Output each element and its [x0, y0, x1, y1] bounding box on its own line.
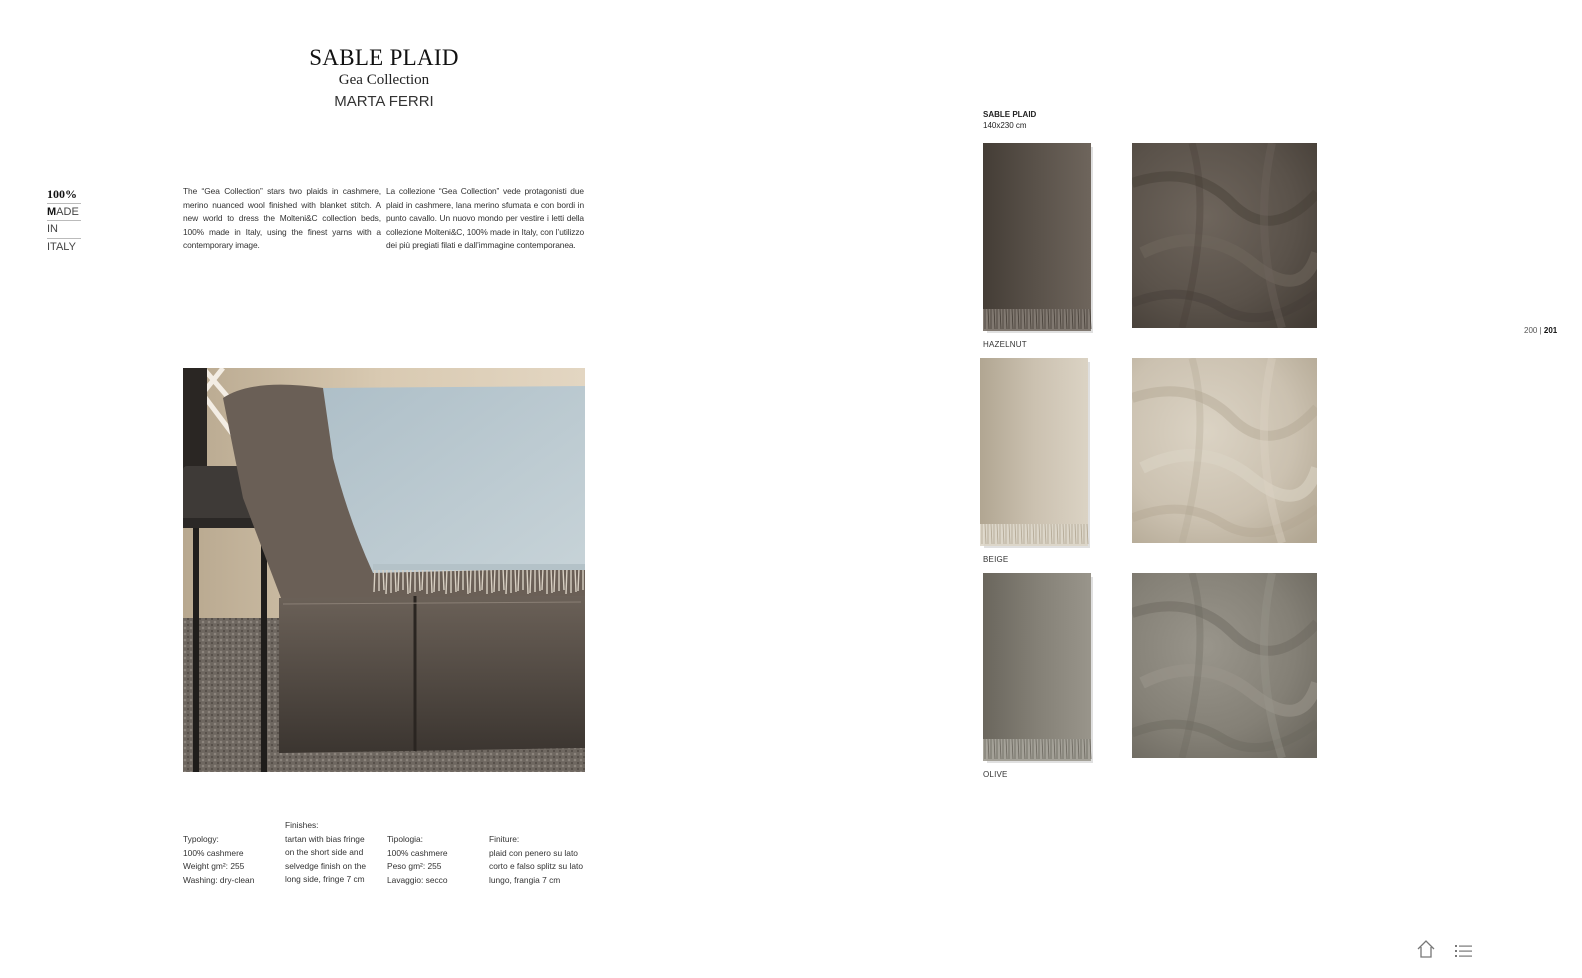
product-name: SABLE PLAID [983, 110, 1037, 119]
made-in-italy-badge [47, 186, 87, 255]
swatch-folded-hazelnut [983, 143, 1093, 333]
swatch-drape-olive [1132, 573, 1317, 758]
description-italian: La collezione “Gea Collection” vede protagonisti due plaid in cashmere, lana merino sfumata e con bordi in punto cavallo. Un nuovo mondo per vestire i letti della collezione Molteni&C, 100% made in Italy, con l’utilizzo dei più pregiati filati e dall’immagine contemporanea. [386, 186, 584, 250]
color-label-hazelnut: HAZELNUT [983, 340, 1027, 349]
swatch-drape-hazelnut [1132, 143, 1317, 328]
swatch-drape-beige [1132, 358, 1317, 543]
swatch-folded-olive [983, 573, 1093, 763]
list-menu-icon[interactable] [1454, 942, 1474, 960]
title-block [284, 44, 484, 115]
collection-subtitle: Gea Collection [338, 72, 430, 88]
page-number: 200 | 201 [1524, 326, 1558, 335]
italy-word: ITALY [47, 240, 76, 253]
room-photo [183, 368, 585, 772]
swatch-folded-beige [980, 358, 1090, 548]
specs-finishes-en: Finishes: tartan with bias fringe on the short side and selvedge finish on the long side, fringe 7 cm [285, 820, 367, 885]
in-word: IN [47, 221, 81, 239]
color-label-beige: BEIGE [983, 555, 1009, 564]
product-size: 140x230 cm [983, 121, 1027, 130]
designer-name: MARTA FERRI [334, 93, 434, 110]
made-percent: 100% [47, 186, 81, 204]
color-label-olive: OLIVE [983, 770, 1008, 779]
product-header [983, 109, 1036, 131]
home-icon[interactable] [1416, 939, 1436, 959]
made-word: MADE [47, 204, 81, 222]
description-english: The “Gea Collection” stars two plaids in cashmere, merino nuanced wool finished with blanket stitch. A new world to dress the Molteni&C collection beds, 100% made in Italy, using the finest yarns with a contemporary image. [183, 186, 381, 250]
bed-with-plaid-image [183, 368, 585, 772]
specs-finishes-it: Finiture: plaid con penero su lato corto e falso splitz su lato lungo, frangia 7 cm [489, 834, 584, 885]
specs-typology-en: Typology: 100% cashmere Weight gm²: 255 Washing: dry-clean [183, 834, 255, 885]
specs-typology-it: Tipologia: 100% cashmere Peso gm²: 255 Lavaggio: secco [387, 834, 448, 885]
page-title: SABLE PLAID [309, 45, 459, 70]
